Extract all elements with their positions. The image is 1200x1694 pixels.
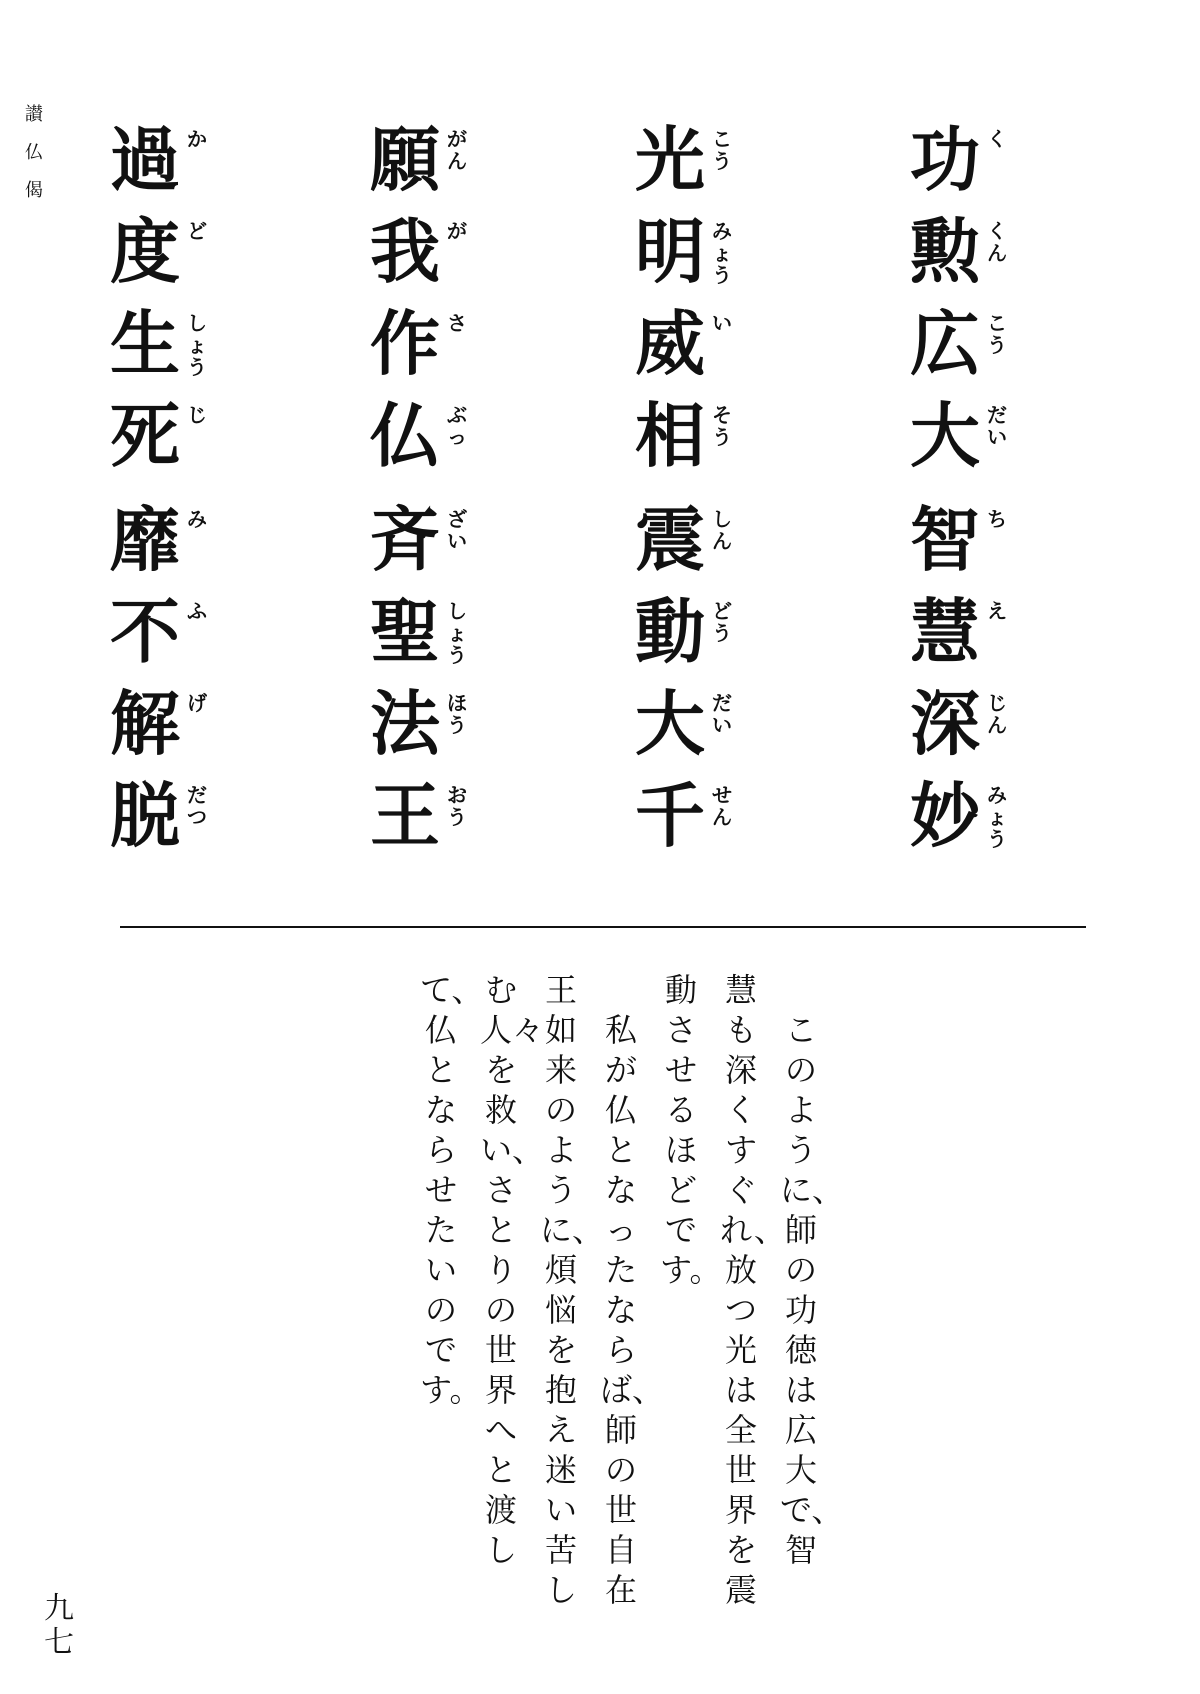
page-number xyxy=(42,1592,76,1660)
kanji-char: 威 xyxy=(635,303,705,385)
kanji-char: 動 xyxy=(635,591,705,673)
kanji-char: 脱 xyxy=(110,775,180,857)
explanation-line: 動させるほどです。 xyxy=(660,971,722,1289)
verse-column xyxy=(910,500,1020,868)
verse-character xyxy=(635,212,745,304)
explanation-line: 王如来のように、煩悩を抱え迷い苦し xyxy=(540,971,605,1609)
verse-character xyxy=(910,500,1020,592)
verse-character xyxy=(910,212,1020,304)
furigana-reading: そう xyxy=(712,403,732,449)
kanji-char: 生 xyxy=(110,303,180,385)
page-number-char: 九 xyxy=(44,1591,74,1626)
furigana-reading: しん xyxy=(712,507,732,553)
verse-character xyxy=(635,500,745,592)
running-title-char: 偈 xyxy=(25,180,43,201)
page-number-char: 七 xyxy=(44,1625,74,1660)
kanji-char: 靡 xyxy=(110,499,180,581)
furigana-reading: がん xyxy=(447,127,467,173)
furigana-reading: ぶっ xyxy=(447,403,467,449)
verse-column xyxy=(110,120,220,488)
verse-character xyxy=(110,120,220,212)
verse-character xyxy=(370,120,480,212)
explanation-text xyxy=(380,970,845,1630)
verse-character xyxy=(370,396,480,488)
kanji-char: 妙 xyxy=(910,775,980,857)
verse-character xyxy=(910,304,1020,396)
verse-character xyxy=(635,304,745,396)
verse-character xyxy=(110,684,220,776)
furigana-reading: が xyxy=(447,219,467,243)
divider-line xyxy=(120,926,1086,928)
furigana-reading: じ xyxy=(187,403,207,427)
verse-character xyxy=(635,120,745,212)
verse-character xyxy=(110,776,220,868)
furigana-reading: せん xyxy=(712,783,732,829)
furigana-reading: い xyxy=(712,311,732,335)
explanation-line: このように、師の功徳は広大で、智 xyxy=(780,971,845,1569)
verse-character xyxy=(110,304,220,396)
furigana-reading: どう xyxy=(712,599,732,645)
kanji-char: 千 xyxy=(635,775,705,857)
verse-column xyxy=(370,500,480,868)
kanji-char: 聖 xyxy=(370,591,440,673)
verse-character xyxy=(370,500,480,592)
kanji-char: 願 xyxy=(370,119,440,201)
verse-character xyxy=(910,776,1020,868)
furigana-reading: みょう xyxy=(987,783,1007,851)
kanji-char: 作 xyxy=(370,303,440,385)
running-title-char: 讃 xyxy=(25,104,43,125)
verse-character xyxy=(635,396,745,488)
verse-character xyxy=(910,396,1020,488)
kanji-char: 慧 xyxy=(910,591,980,673)
kanji-char: 不 xyxy=(110,591,180,673)
verse-character xyxy=(370,304,480,396)
kanji-char: 大 xyxy=(635,683,705,765)
furigana-reading: だつ xyxy=(187,783,207,829)
furigana-reading: こう xyxy=(987,311,1007,357)
furigana-reading: じん xyxy=(987,691,1007,737)
verse-column xyxy=(635,500,745,868)
verse-column xyxy=(910,120,1020,488)
furigana-reading: だい xyxy=(987,403,1007,449)
kanji-char: 大 xyxy=(910,395,980,477)
kanji-char: 度 xyxy=(110,211,180,293)
verse-character xyxy=(635,684,745,776)
verse-character xyxy=(110,396,220,488)
verse-character xyxy=(110,212,220,304)
kanji-char: 我 xyxy=(370,211,440,293)
verse-character xyxy=(370,776,480,868)
furigana-reading: おう xyxy=(447,783,467,829)
kanji-char: 明 xyxy=(635,211,705,293)
verse-character xyxy=(910,592,1020,684)
kanji-char: 法 xyxy=(370,683,440,765)
furigana-reading: ち xyxy=(987,507,1007,531)
verse-character xyxy=(910,120,1020,212)
explanation-line: 慧も深くすぐれ、放つ光は全世界を震 xyxy=(720,971,786,1609)
verse-column xyxy=(370,120,480,488)
furigana-reading: ど xyxy=(187,219,207,243)
furigana-reading: くん xyxy=(987,219,1007,265)
kanji-char: 勲 xyxy=(910,211,980,293)
kanji-char: 仏 xyxy=(370,395,440,477)
furigana-reading: か xyxy=(187,127,207,151)
kanji-char: 震 xyxy=(635,499,705,581)
furigana-reading: く xyxy=(987,127,1007,151)
furigana-reading: ほう xyxy=(447,691,467,737)
furigana-reading: み xyxy=(187,507,207,531)
kanji-char: 功 xyxy=(910,119,980,201)
verse-column xyxy=(110,500,220,868)
running-title xyxy=(20,96,48,210)
kanji-char: 死 xyxy=(110,395,180,477)
kanji-char: 光 xyxy=(635,119,705,201)
verse-character xyxy=(110,592,220,684)
kanji-char: 智 xyxy=(910,499,980,581)
kanji-char: 斉 xyxy=(370,499,440,581)
explanation-line: て、仏とならせたいのです。 xyxy=(420,971,484,1409)
verse-column xyxy=(635,120,745,488)
kanji-char: 解 xyxy=(110,683,180,765)
kanji-char: 深 xyxy=(910,683,980,765)
furigana-reading: ふ xyxy=(187,599,207,623)
running-title-char: 仏 xyxy=(25,142,43,163)
verse-character xyxy=(635,592,745,684)
explanation-line: 私が仏となったならば、師の世自在 xyxy=(600,971,665,1609)
explanation-line: む人々を救い、さとりの世界へと渡し xyxy=(480,971,545,1569)
furigana-reading: しょう xyxy=(187,311,207,379)
furigana-reading: げ xyxy=(187,691,207,715)
verse-character xyxy=(370,592,480,684)
verse-character xyxy=(910,684,1020,776)
furigana-reading: え xyxy=(987,599,1007,623)
verse-character xyxy=(370,684,480,776)
furigana-reading: だい xyxy=(712,691,732,737)
furigana-reading: さ xyxy=(447,311,467,335)
furigana-reading: みょう xyxy=(712,219,732,287)
kanji-char: 相 xyxy=(635,395,705,477)
kanji-char: 王 xyxy=(370,775,440,857)
verse-character xyxy=(110,500,220,592)
verse-character xyxy=(635,776,745,868)
verse-block xyxy=(110,120,1100,920)
furigana-reading: こう xyxy=(712,127,732,173)
furigana-reading: しょう xyxy=(447,599,467,667)
kanji-char: 過 xyxy=(110,119,180,201)
kanji-char: 広 xyxy=(910,303,980,385)
verse-character xyxy=(370,212,480,304)
furigana-reading: ざい xyxy=(447,507,467,553)
